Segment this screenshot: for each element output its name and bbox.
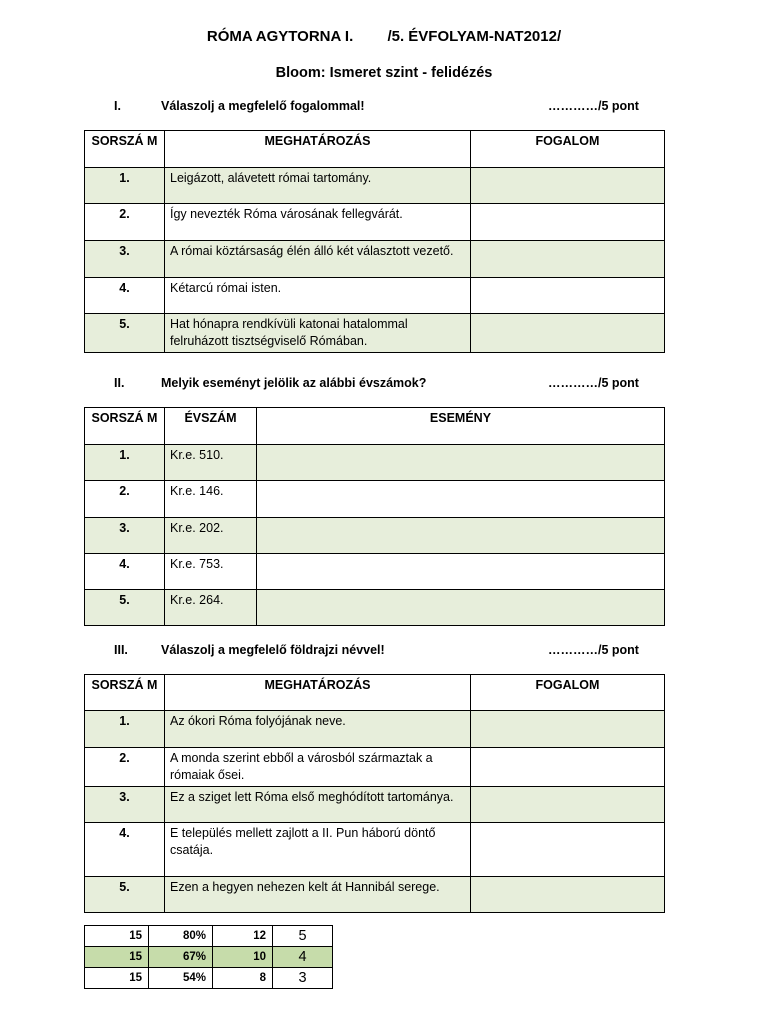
answer-cell[interactable]	[471, 204, 665, 241]
table-row	[85, 241, 665, 278]
row-number: 2.	[85, 481, 165, 518]
table-row	[85, 481, 665, 518]
answer-cell[interactable]	[257, 554, 665, 590]
title-left: RÓMA AGYTORNA I.	[206, 28, 354, 45]
table-row	[85, 590, 665, 626]
col-header-number: SORSZÁ M	[85, 675, 165, 711]
table-dates	[84, 407, 665, 626]
title-right: /5. ÉVFOLYAM-NAT2012/	[387, 28, 562, 45]
table-row	[85, 711, 665, 748]
section-question: Melyik eseményt jelölik az alábbi évszámok?	[161, 376, 427, 390]
grading-table	[84, 925, 333, 989]
page-subtitle: Bloom: Ismeret szint - felidézés	[275, 65, 493, 81]
answer-cell[interactable]	[471, 711, 665, 748]
section-number: I.	[114, 99, 121, 113]
points: 8	[213, 968, 273, 989]
table-row	[85, 787, 665, 823]
section-1-heading	[0, 99, 768, 117]
answer-cell[interactable]	[257, 518, 665, 554]
grade: 3	[273, 968, 333, 989]
row-definition: Kétarcú római isten.	[165, 278, 471, 314]
row-number: 1.	[85, 711, 165, 748]
row-definition: Így nevezték Róma városának fellegvárát.	[165, 204, 471, 241]
grade: 5	[273, 926, 333, 947]
section-question: Válaszolj a megfelelő fogalommal!	[161, 99, 365, 113]
table-row	[85, 748, 665, 787]
page-title	[0, 28, 768, 45]
answer-cell[interactable]	[471, 314, 665, 353]
table-header-row	[85, 408, 665, 445]
percent: 67%	[149, 947, 213, 968]
row-year: Kr.e. 753.	[165, 554, 257, 590]
row-definition: Ez a sziget lett Róma első meghódított tartománya.	[165, 787, 471, 823]
row-definition: Az ókori Róma folyójának neve.	[165, 711, 471, 748]
table-row	[85, 445, 665, 481]
max-points: 15	[85, 968, 149, 989]
table-row	[85, 518, 665, 554]
answer-cell[interactable]	[257, 590, 665, 626]
answer-cell[interactable]	[257, 481, 665, 518]
max-points: 15	[85, 926, 149, 947]
row-number: 2.	[85, 204, 165, 241]
answer-cell[interactable]	[471, 877, 665, 913]
section-number: III.	[114, 643, 128, 657]
answer-cell[interactable]	[471, 787, 665, 823]
row-number: 2.	[85, 748, 165, 787]
table-row	[85, 314, 665, 353]
row-number: 1.	[85, 168, 165, 204]
row-number: 1.	[85, 445, 165, 481]
row-year: Kr.e. 202.	[165, 518, 257, 554]
section-question: Válaszolj a megfelelő földrajzi névvel!	[161, 643, 385, 657]
max-points: 15	[85, 947, 149, 968]
col-header-definition: MEGHATÁROZÁS	[165, 675, 471, 711]
col-header-definition: MEGHATÁROZÁS	[165, 131, 471, 168]
answer-cell[interactable]	[257, 445, 665, 481]
row-definition: A római köztársaság élén álló két választott vezető.	[165, 241, 471, 278]
table-header-row	[85, 131, 665, 168]
row-number: 3.	[85, 241, 165, 278]
table-row	[85, 877, 665, 913]
table-header-row	[85, 675, 665, 711]
col-header-number: SORSZÁ M	[85, 131, 165, 168]
answer-cell[interactable]	[471, 241, 665, 278]
percent: 54%	[149, 968, 213, 989]
row-year: Kr.e. 510.	[165, 445, 257, 481]
row-number: 5.	[85, 590, 165, 626]
row-year: Kr.e. 264.	[165, 590, 257, 626]
points: 10	[213, 947, 273, 968]
row-definition: Leigázott, alávetett római tartomány.	[165, 168, 471, 204]
row-number: 3.	[85, 787, 165, 823]
section-points: …………/5 pont	[548, 643, 639, 657]
col-header-term: FOGALOM	[471, 131, 665, 168]
table-row	[85, 823, 665, 877]
table-row	[85, 204, 665, 241]
row-number: 3.	[85, 518, 165, 554]
col-header-term: FOGALOM	[471, 675, 665, 711]
points: 12	[213, 926, 273, 947]
percent: 80%	[149, 926, 213, 947]
section-2-heading	[0, 376, 768, 394]
grade: 4	[273, 947, 333, 968]
row-definition: A monda szerint ebből a városból származtak a rómaiak ősei.	[165, 748, 471, 787]
row-definition: Ezen a hegyen nehezen kelt át Hannibál serege.	[165, 877, 471, 913]
row-definition: Hat hónapra rendkívüli katonai hatalommal felruházott tisztségviselő Rómában.	[165, 314, 471, 353]
answer-cell[interactable]	[471, 823, 665, 877]
table-geography	[84, 674, 665, 913]
answer-cell[interactable]	[471, 278, 665, 314]
row-number: 4.	[85, 554, 165, 590]
section-3-heading	[0, 643, 768, 661]
row-number: 4.	[85, 278, 165, 314]
grading-row	[85, 968, 333, 989]
table-row	[85, 554, 665, 590]
row-year: Kr.e. 146.	[165, 481, 257, 518]
row-definition: E település mellett zajlott a II. Pun háború döntő csatája.	[165, 823, 471, 877]
table-definitions-1	[84, 130, 665, 353]
section-points: …………/5 pont	[548, 376, 639, 390]
row-number: 4.	[85, 823, 165, 877]
table-row	[85, 278, 665, 314]
section-points: …………/5 pont	[548, 99, 639, 113]
table-row	[85, 168, 665, 204]
section-number: II.	[114, 376, 125, 390]
row-number: 5.	[85, 314, 165, 353]
row-number: 5.	[85, 877, 165, 913]
answer-cell[interactable]	[471, 748, 665, 787]
grading-row	[85, 926, 333, 947]
col-header-year: ÉVSZÁM	[165, 408, 257, 445]
grading-row	[85, 947, 333, 968]
answer-cell[interactable]	[471, 168, 665, 204]
col-header-number: SORSZÁ M	[85, 408, 165, 445]
col-header-event: ESEMÉNY	[257, 408, 665, 445]
